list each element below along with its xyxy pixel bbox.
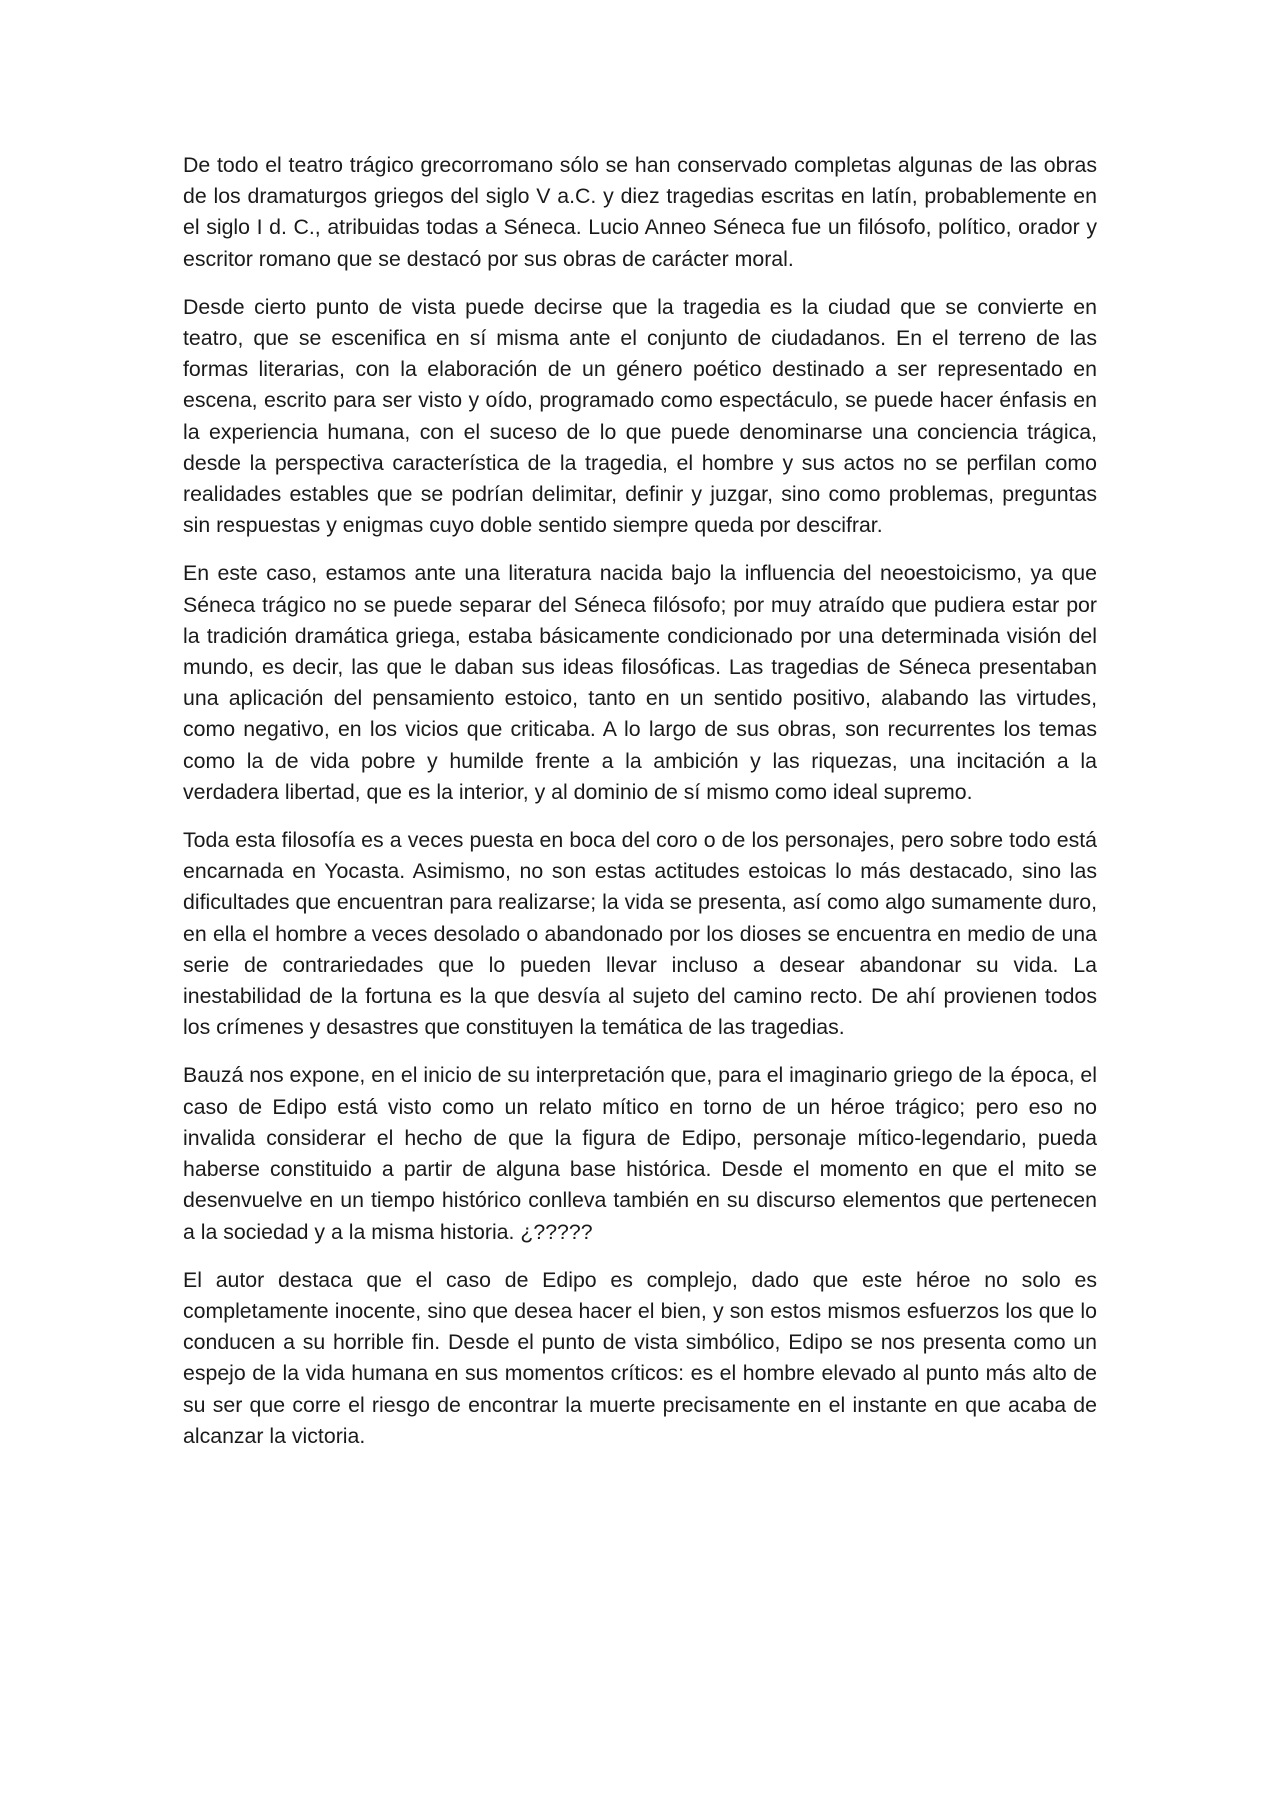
paragraph-2: Desde cierto punto de vista puede decirse que la tragedia es la ciudad que se convierte en teatro, que se escenifica en sí misma ante el conjunto de ciudadanos. En el terreno de las formas literarias, con la elaboración de un género poético destinado a ser representado en escena, escrito para ser visto y oído, programado como espectáculo, se puede hacer énfasis en la experiencia humana, con el suceso de lo que puede denominarse una conciencia trágica, desde la perspectiva característica de la tragedia, el hombre y sus actos no se perfilan como realidades estables que se podrían delimitar, definir y juzgar, sino como problemas, preguntas sin respuestas y enigmas cuyo doble sentido siempre queda por descifrar. [183,294,1097,538]
paragraph-5: Bauzá nos expone, en el inicio de su interpretación que, para el imaginario griego de la época, el caso de Edipo está visto como un relato mítico en torno de un héroe trágico; pero eso no invalida considerar el hecho de que la figura de Edipo, personaje mítico-legendario, pueda haberse constituido a partir de alguna base histórica. Desde el momento en que el mito se desenvuelve en un tiempo histórico conlleva también en su discurso elementos que pertenecen a la sociedad y a la misma historia. ¿????? [183,1063,1097,1244]
paragraph-1: De todo el teatro trágico grecorromano sólo se han conservado completas algunas de las obras de los dramaturgos griegos del siglo V a.C. y diez tragedias escritas en latín, probablemente en el siglo I d. C., atribuidas todas a Séneca. Lucio Anneo Séneca fue un filósofo, político, orador y escritor romano que se destacó por sus obras de carácter moral. [183,153,1097,271]
document-body [183,150,1097,1452]
paragraph-4: Toda esta filosofía es a veces puesta en boca del coro o de los personajes, pero sobre todo está encarnada en Yocasta. Asimismo, no son estas actitudes estoicas lo más destacado, sino las dificultades que encuentran para realizarse; la vida se presenta, así como algo sumamente duro, en ella el hombre a veces desolado o abandonado por los dioses se encuentra en medio de una serie de contrariedades que lo pueden llevar incluso a desear abandonar su vida. La inestabilidad de la fortuna es la que desvía al sujeto del camino recto. De ahí provienen todos los crímenes y desastres que constituyen la temática de las tragedias. [183,828,1097,1040]
paragraph-6: El autor destaca que el caso de Edipo es complejo, dado que este héroe no solo es completamente inocente, sino que desea hacer el bien, y son estos mismos esfuerzos los que lo conducen a su horrible fin. Desde el punto de vista simbólico, Edipo se nos presenta como un espejo de la vida humana en sus momentos críticos: es el hombre elevado al punto más alto de su ser que corre el riesgo de encontrar la muerte precisamente en el instante en que acaba de alcanzar la victoria. [183,1267,1097,1448]
paragraph-3: En este caso, estamos ante una literatura nacida bajo la influencia del neoestoicismo, ya que Séneca trágico no se puede separar del Séneca filósofo; por muy atraído que pudiera estar por la tradición dramática griega, estaba básicamente condicionado por una determinada visión del mundo, es decir, las que le daban sus ideas filosóficas. Las tragedias de Séneca presentaban una aplicación del pensamiento estoico, tanto en un sentido positivo, alabando las virtudes, como negativo, en los vicios que criticaba. A lo largo de sus obras, son recurrentes los temas como la de vida pobre y humilde frente a la ambición y las riquezas, una incitación a la verdadera libertad, que es la interior, y al dominio de sí mismo como ideal supremo. [183,561,1097,804]
